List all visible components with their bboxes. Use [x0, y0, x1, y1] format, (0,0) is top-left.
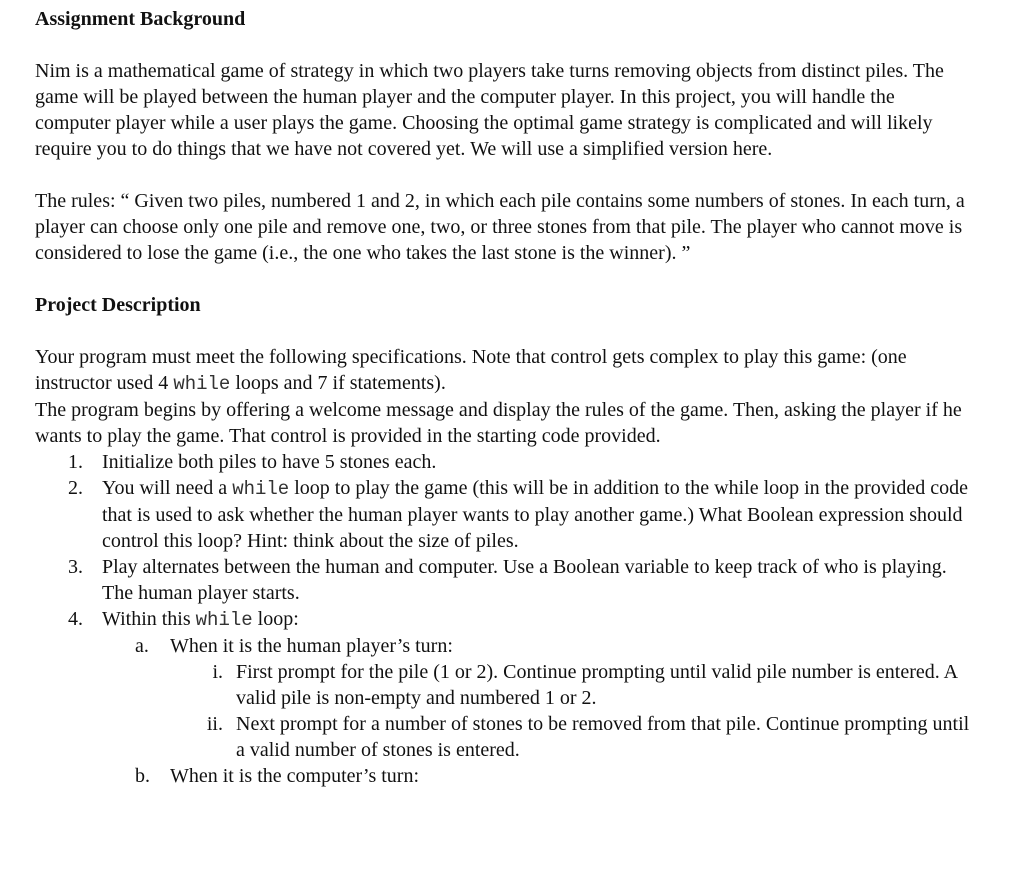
assignment-background-heading: Assignment Background [35, 8, 246, 30]
list-item-text: First prompt for the pile (1 or 2). Continue prompting until valid pile number is entered. A valid pile is non-empty and numbered 1 or 2. [236, 661, 958, 709]
document-page [35, 6, 970, 789]
list-item-text: When it is the computer’s turn: [170, 765, 420, 787]
list-marker: 2. [68, 477, 83, 499]
project-description-heading: Project Description [35, 294, 201, 316]
list-item [35, 554, 970, 606]
list-marker: a. [135, 635, 149, 657]
list-marker: i. [212, 661, 223, 683]
description-paragraph-2: The program begins by offering a welcome message and display the rules of the game. Then, asking the player if he wants to play the game. That control is provided in the starting code provided. [35, 399, 962, 447]
rules-paragraph: The rules: “ Given two piles, numbered 1 and 2, in which each pile contains some numbers of stones. In each turn, a player can choose only one pile and remove one, two, or three stones from that pile. The player who cannot move is considered to lose the game (i.e., the one who takes the last stone is the winner). ” [35, 190, 965, 264]
list-item: 2. You will need a while loop to play the game (this will be in addition to the while loop in the provided code that is used to ask whether the human player wants to play another game.) What Boolean expression should control this loop? Hint: think about the size of piles. [68, 477, 968, 552]
subsub-list-item [35, 711, 970, 763]
list-marker: ii. [206, 713, 223, 735]
sub-list-item [35, 633, 970, 659]
background-paragraph-1: Nim is a mathematical game of strategy in which two players take turns removing objects from distinct piles. The game will be played between the human player and the computer player. In this project, you will handle the computer player while a user plays the game. Choosing the optimal game strategy is complicated and will likely require you to do things that we have not covered yet. We will use a simplified version here. [35, 60, 944, 160]
list-item: 4. Within this while loop: [68, 608, 299, 631]
subsub-list-item [35, 659, 970, 711]
list-marker: 4. [68, 608, 83, 630]
list-item-text: Play alternates between the human and computer. Use a Boolean variable to keep track of who is playing. The human player starts. [102, 556, 947, 604]
list-item-text: When it is the human player’s turn: [170, 635, 453, 657]
list-item [35, 449, 970, 475]
spec-list [35, 449, 970, 789]
sub-list-item [35, 763, 970, 789]
description-paragraph-1: Your program must meet the following specifications. Note that control gets complex to play this game: (one instructor used 4 while loops and 7 if statements). [35, 346, 907, 395]
list-marker: 1. [68, 451, 83, 473]
list-marker: b. [135, 765, 150, 787]
list-marker: 3. [68, 556, 83, 578]
list-item-text: Next prompt for a number of stones to be removed from that pile. Continue prompting until a valid number of stones is entered. [236, 713, 970, 761]
list-item-text: Initialize both piles to have 5 stones each. [102, 451, 437, 473]
